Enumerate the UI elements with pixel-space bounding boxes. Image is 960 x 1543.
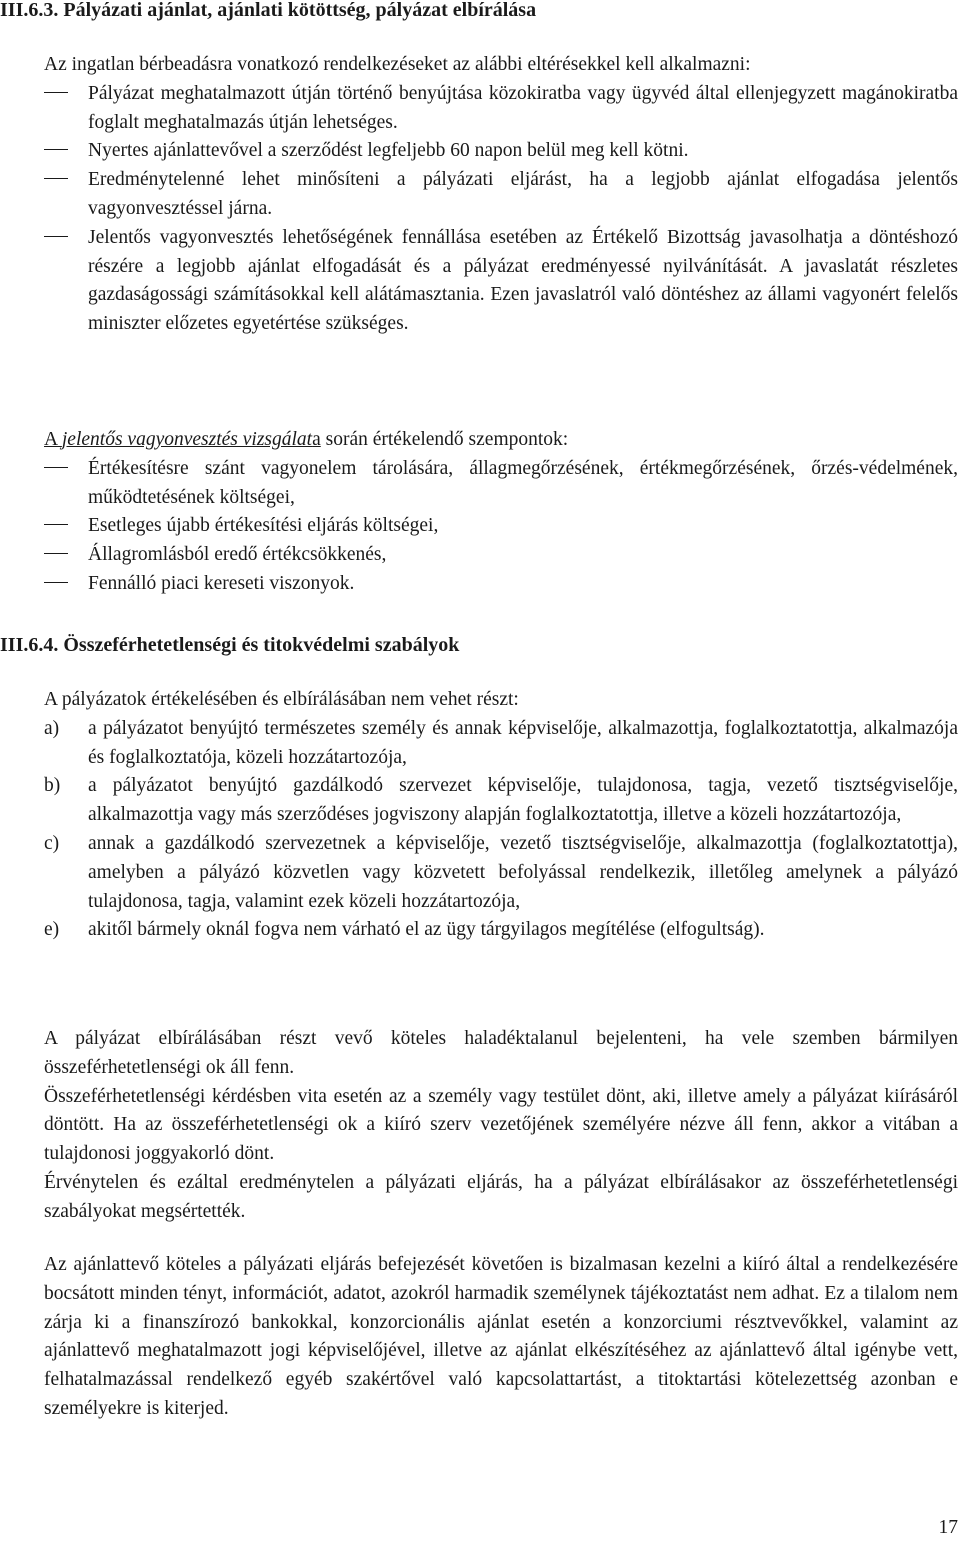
section-title: Pályázati ajánlat, ajánlati kötöttség, pályázat elbírálása: [63, 0, 537, 21]
exclusion-item: [44, 830, 958, 916]
criteria-item: [44, 455, 958, 513]
section-title: Összeférhetetlenségi és titokvédelmi szabályok: [63, 634, 460, 656]
dash-bullet-icon: [44, 224, 88, 253]
list-item: [44, 224, 958, 339]
list-item-text: Eredménytelenné lehet minősíteni a pályázati eljárást, ha a legjobb ajánlat elfogadása jelentős vagyonvesztéssel járna.: [88, 169, 958, 219]
exclusion-item: [44, 772, 958, 830]
list-item: [44, 137, 958, 166]
page-number: 17: [938, 1517, 958, 1538]
paragraph-reporting: A pályázat elbírálásában részt vevő köteles haladéktalanul bejelenteni, ha vele szemben bármilyen összeférhetetlenségi ok áll fenn.: [44, 1028, 958, 1078]
criteria-intro-rest: során értékelendő szempontok:: [320, 429, 569, 450]
item-letter: c): [44, 832, 60, 854]
criteria-intro-underlined-tail: a: [312, 429, 321, 450]
paragraph-confidentiality: Az ajánlattevő köteles a pályázati eljárás befejezését követően is bizalmasan kezelni a kiíró által a rendelkezésére bocsátott minden tényt, információt, adatot, azokról harmadik személynek tájékoztatást nem adhat. Ez a tilalom nem zárja ki a finanszírozó bankokkal, konzorcionális ajánlat esetén a konzorciumi résztvevőkkel, valamint az ajánlattevő meghatalmazott jogi képviselőjével, illetve az ajánlat elkészítéséhez az ajánlattevő által igénybe vett, felhatalmazással rendelkező egyéb szakértővel való kapcsolattartást, a titoktartási kötelezettség azonban e személyekre is kiterjed.: [44, 1254, 958, 1419]
dash-bullet-icon: [44, 455, 88, 484]
confidentiality-block: [44, 1251, 958, 1424]
criteria-item: [44, 570, 958, 599]
criteria-item: [44, 541, 958, 570]
section-heading-iii-6-4: [0, 632, 459, 658]
intro-paragraph: Az ingatlan bérbeadásra vonatkozó rendelkezéseket az alábbi eltérésekkel kell alkalmazni:: [44, 54, 751, 75]
dash-bullet-icon: [44, 512, 88, 541]
criteria-item-text: Esetleges újabb értékesítési eljárás költségei,: [88, 515, 439, 537]
exclusion-item: [44, 715, 958, 773]
paragraph-dispute: Összeférhetetlenségi kérdésben vita esetén az a személy vagy testület dönt, aki, illetve amely a pályázat kiírásáról döntött. Ha az összeférhetetlenségi ok a kiíró szerv vezetőjének személyére nézve áll fenn, akkor a vitában a tulajdonosi joggyakorló dönt.: [44, 1085, 958, 1165]
conflict-paragraphs: [44, 1025, 958, 1227]
criteria-block: [44, 426, 958, 599]
section-iii-6-4-list: [44, 686, 958, 945]
item-text: annak a gazdálkodó szervezetnek a képviselője, vezető tisztségviselője, alkalmazottja (foglalkoztatottja), amelyben a pályázó közvetlen vagy közvetett befolyással rendelkezik, illetőleg amelynek a pályázó tulajdonosa, tagja, valamint ezek közeli hozzátartozója,: [88, 832, 958, 912]
item-text: a pályázatot benyújtó gazdálkodó szervezet képviselője, tulajdonosa, tagja, vezető tisztségviselője, alkalmazottja vagy más szerződéses jogviszony alapján foglalkoztatottja, illetve a közeli hozzátartozója,: [88, 775, 958, 826]
criteria-item-text: Értékesítésre szánt vagyonelem tárolására, állagmegőrzésének, értékmegőrzésének, őrzés-védelmének, működtetésének költségei,: [88, 457, 958, 508]
dash-bullet-icon: [44, 541, 88, 570]
criteria-item-text: Fennálló piaci kereseti viszonyok.: [88, 572, 355, 594]
criteria-intro-italic: jelentős vagyonvesztés vizsgálat: [61, 429, 313, 450]
dash-bullet-icon: [44, 80, 88, 109]
exclusion-item: [44, 916, 958, 945]
paragraph-invalidity: Érvénytelen és ezáltal eredménytelen a pályázati eljárás, ha a pályázat elbírálásakor az összeférhetetlenségi szabályokat megsértették.: [44, 1171, 958, 1222]
criteria-item: [44, 512, 958, 541]
dash-bullet-icon: [44, 137, 88, 166]
item-letter: e): [44, 919, 60, 941]
item-text: akitől bármely oknál fogva nem várható el az ügy tárgyilagos megítélése (elfogultság).: [88, 919, 765, 941]
section-number: III.6.4.: [0, 634, 59, 656]
list-item: [44, 166, 958, 224]
dash-bullet-icon: [44, 570, 88, 599]
section-heading-iii-6-3: [0, 0, 536, 23]
list-item-text: Pályázat meghatalmazott útján történő benyújtása közokiratba vagy ügyvéd által ellenjegyzett magánokiratba foglalt meghatalmazás útján lehetséges.: [88, 82, 958, 133]
item-text: a pályázatot benyújtó természetes személy és annak képviselője, alkalmazottja, foglalkoztatottja, alkalmazója és foglalkoztatója, közeli hozzátartozója,: [88, 717, 958, 768]
item-letter: a): [44, 717, 60, 739]
list-item-text: Nyertes ajánlattevővel a szerződést legfeljebb 60 napon belül meg kell kötni.: [88, 140, 689, 162]
section-number: III.6.3.: [0, 0, 59, 21]
list-item-text: Jelentős vagyonvesztés lehetőségének fennállása esetében az Értékelő Bizottság javasolhatja a döntéshozó részére a legjobb ajánlat elfogadását és a pályázat eredményessé nyilvánítását. A javaslatát részletes gazdaságossági számításokkal kell alátámasztania. Ezen javaslatról való döntéshez az állami vagyonért felelős miniszter előzetes egyetértése szükséges.: [88, 226, 958, 335]
exclusion-intro: A pályázatok értékelésében és elbírálásában nem vehet részt:: [44, 689, 519, 710]
list-item: [44, 80, 958, 138]
section-iii-6-3-body: [44, 51, 958, 339]
item-letter: b): [44, 775, 61, 797]
criteria-intro: [44, 426, 958, 455]
dash-bullet-icon: [44, 166, 88, 195]
criteria-intro-underlined: A: [44, 429, 58, 450]
criteria-item-text: Állagromlásból eredő értékcsökkenés,: [88, 544, 387, 566]
